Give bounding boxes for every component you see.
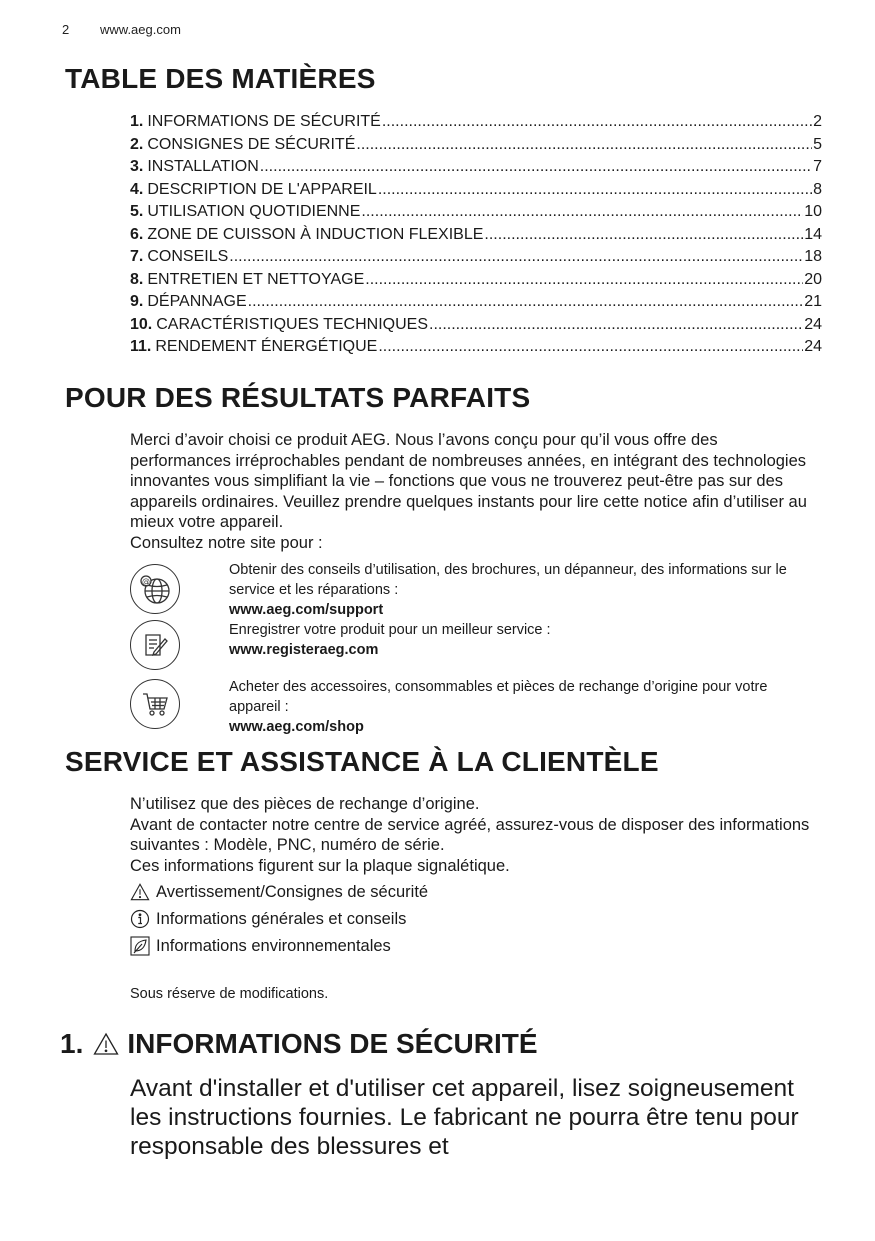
service-shop-text [229,677,819,737]
toc-item-title: RENDEMENT ÉNERGÉTIQUE [155,338,378,355]
toc-item-number: 7. [130,248,144,265]
toc-item-page: 2 [813,113,822,130]
toc-leader-dots [229,246,803,269]
toc-item-page: 24 [804,338,822,355]
results-intro [130,430,822,553]
page-header [62,22,181,37]
globe-at-icon [130,564,180,614]
safety-body-text: Avant d'installer et d'utiliser cet appareil, lisez soigneusement les instructions fournies. Le fabricant ne pourra être tenu pour responsable des blessures et [130,1075,799,1160]
toc-item-title: UTILISATION QUOTIDIENNE [147,203,361,220]
toc-item-title: INFORMATIONS DE SÉCURITÉ [147,113,381,130]
toc-item-number: 11. [130,338,152,355]
service-register-desc: Enregistrer votre produit pour un meilleur service : [229,622,551,638]
service-line-1: N’utilisez que des pièces de rechange d’origine. [130,795,480,813]
toc-item-title: CONSEILS [147,248,229,265]
toc-item-number: 10. [130,315,153,333]
toc-item-number: 9. [130,293,144,310]
legend-environment [130,935,391,957]
toc-item-page: 21 [804,293,822,310]
safety-body [130,1074,830,1161]
toc-leader-dots [378,179,812,202]
legend-info-label: Informations générales et conseils [156,910,407,928]
toc-item-title: CARACTÉRISTIQUES TECHNIQUES [156,315,428,333]
svg-text:@: @ [142,577,150,586]
toc-leader-dots [260,156,812,179]
toc-item[interactable] [130,246,822,269]
toc-item[interactable] [130,314,822,337]
toc-item-title: ZONE DE CUISSON À INDUCTION FLEXIBLE [147,225,484,243]
toc-item-number: 4. [130,180,144,198]
toc-item[interactable] [130,201,822,224]
warning-triangle-icon [93,1032,119,1056]
legend-warning [130,881,428,903]
modification-note: Sous réserve de modifications. [130,986,329,1002]
toc-item-title: CONSIGNES DE SÉCURITÉ [147,135,356,153]
toc-item[interactable] [130,291,822,314]
safety-title [60,1028,538,1060]
website-link[interactable]: www.aeg.com [100,22,181,37]
leaf-icon [130,936,150,956]
toc-leader-dots [429,314,803,337]
toc-item-number: 8. [130,270,144,288]
results-consult-text: Consultez notre site pour : [130,533,323,552]
toc-item-page: 7 [813,158,822,175]
toc-item-title: INSTALLATION [147,158,259,175]
toc-item-number: 2. [130,135,144,153]
support-link[interactable]: www.aeg.com/support [229,602,384,618]
toc-title: TABLE DES MATIÈRES [65,63,376,94]
legend-info [130,908,406,930]
table-of-contents [130,111,822,359]
safety-number: 1. [60,1028,84,1059]
service-register-text [229,620,819,660]
toc-item[interactable] [130,179,822,202]
toc-leader-dots [248,291,804,314]
page-number: 2 [62,22,70,37]
service-line-3: Ces informations figurent sur la plaque signalétique. [130,856,510,875]
shopping-cart-icon [130,679,180,729]
toc-leader-dots [378,336,803,359]
toc-item[interactable] [130,269,822,292]
toc-leader-dots [356,134,812,157]
toc-leader-dots [361,201,803,224]
service-line-2: Avant de contacter notre centre de service agréé, assurez-vous de disposer des informations suivantes : Modèle, PNC, numéro de série. [130,815,810,854]
toc-item-title: DÉPANNAGE [147,293,247,310]
safety-title-text: INFORMATIONS DE SÉCURITÉ [127,1028,538,1059]
results-title: POUR DES RÉSULTATS PARFAITS [65,382,531,413]
toc-item[interactable] [130,336,822,359]
legend-warning-label: Avertissement/Consignes de sécurité [156,883,429,901]
toc-item[interactable] [130,111,822,134]
toc-item-page: 20 [804,270,822,288]
toc-item-page: 5 [813,135,822,153]
toc-item-page: 14 [804,225,822,243]
service-title: SERVICE ET ASSISTANCE À LA CLIENTÈLE [65,746,659,777]
info-circle-icon [130,909,150,929]
warning-triangle-icon [130,882,150,902]
toc-item[interactable] [130,134,822,157]
toc-item[interactable] [130,156,822,179]
toc-item-number: 5. [130,203,144,220]
service-shop-desc: Acheter des accessoires, consommables et pièces de rechange d’origine pour votre appareil : [229,679,768,715]
results-intro-text: Merci d’avoir choisi ce produit AEG. Nous l’avons conçu pour qu’il vous offre des performances irréprochables pendant de nombreuses années, en intégrant des technologies innovantes vous simplifiant la vie – fonctions que vous ne trouverez peut-être pas sur des appareils ordinaires. Veuillez prendre quelques instants pour lire cette notice afin d’utiliser au mieux votre appareil. [130,431,807,531]
toc-leader-dots [365,269,803,292]
service-text [130,794,822,876]
service-support-desc: Obtenir des conseils d’utilisation, des brochures, un dépanneur, des informations sur le service et les réparations : [229,562,787,598]
toc-leader-dots [484,224,803,247]
toc-item-title: DESCRIPTION DE L'APPAREIL [147,180,377,198]
toc-leader-dots [382,111,812,134]
shop-link[interactable]: www.aeg.com/shop [229,719,364,735]
toc-item-title: ENTRETIEN ET NETTOYAGE [147,270,365,288]
register-link[interactable]: www.registeraeg.com [229,642,379,658]
toc-item-page: 18 [804,248,822,265]
register-document-icon [130,620,180,670]
toc-item-page: 24 [804,315,822,333]
toc-item[interactable] [130,224,822,247]
toc-item-number: 3. [130,158,144,175]
toc-item-page: 8 [813,180,822,198]
toc-item-number: 1. [130,113,144,130]
service-support-text [229,560,819,620]
toc-item-page: 10 [804,203,822,220]
legend-environment-label: Informations environnementales [156,937,391,955]
toc-item-number: 6. [130,225,144,243]
